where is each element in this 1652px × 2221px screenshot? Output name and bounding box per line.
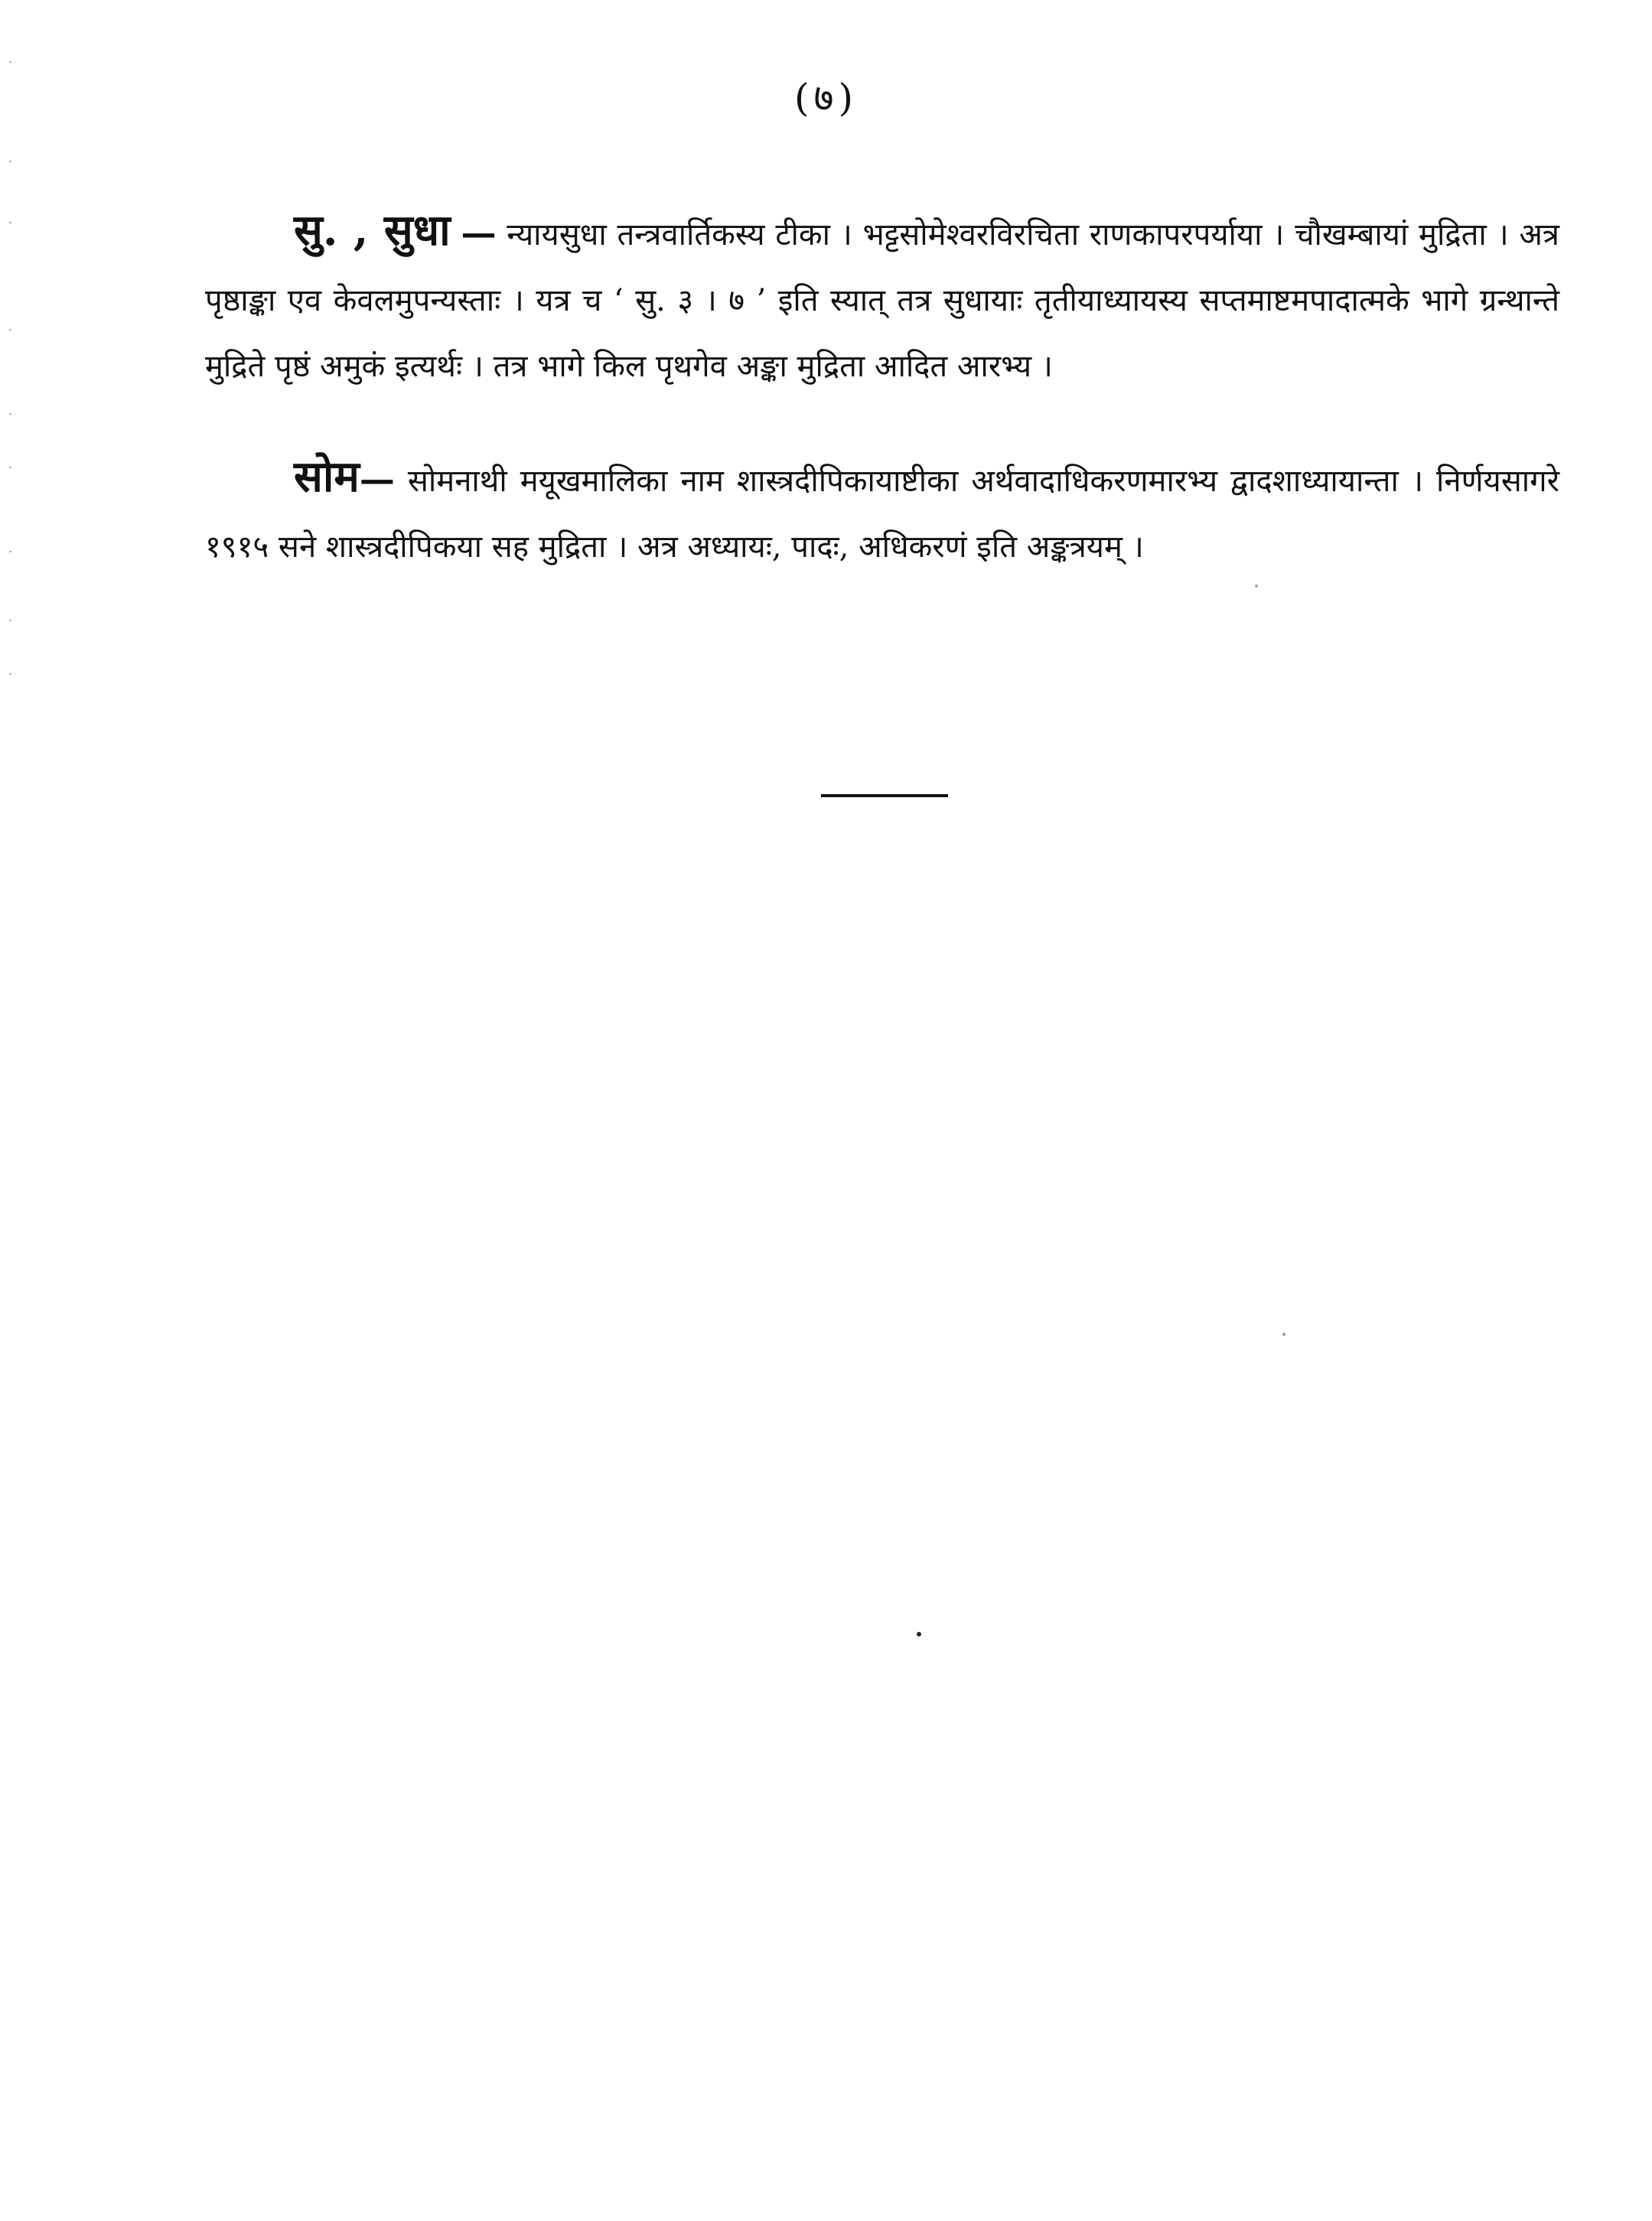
scan-edge-mark	[9, 551, 11, 552]
scan-edge-mark	[9, 329, 11, 331]
entry-term: सोम	[294, 451, 360, 502]
entry-term: सु. , सुधा	[294, 205, 451, 256]
scan-speck	[917, 1632, 921, 1636]
glossary-entry-sudha	[205, 197, 1559, 399]
scan-edge-mark	[9, 222, 11, 223]
entry-dash: —	[359, 458, 395, 500]
page-number: (७)	[793, 76, 858, 120]
scan-speck	[1255, 585, 1258, 588]
scan-speck	[1282, 1333, 1285, 1336]
entry-text: न्यायसुधा तन्त्रवार्तिकस्य टीका । भट्टसोमेश्वरविरचिता राणकापरपर्याया । चौखम्बायां मुद्रिता । अत्र पृष्ठाङ्का एव केवलमुपन्यस्ताः । यत्र च ‘ सु. ३ । ७ ’ इति स्यात् तत्र सुधायाः तृतीयाध्यायस्य सप्तमाष्टमपादात्मके भागे ग्रन्थान्ते मुद्रिते पृष्ठं अमुकं इत्यर्थः । तत्र भागे किल पृथगेव अङ्का मुद्रिता आदित आरभ्य ।	[205, 217, 1560, 384]
scan-edge-mark	[9, 161, 11, 162]
entry-text: सोमनाथी मयूखमालिका नाम शास्त्रदीपिकायाष्टीका अर्थवादाधिकरणमारभ्य द्वादशाध्यायान्ता । निर्णयसागरे १९१५ सने शास्त्रदीपिकया सह मुद्रिता । अत्र अध्यायः, पादः, अधिकरणं इति अङ्कत्रयम् ।	[205, 464, 1559, 565]
glossary-entry-soma	[205, 444, 1559, 580]
entry-dash: —	[461, 212, 497, 253]
scan-edge-mark	[9, 620, 11, 621]
section-divider	[821, 794, 948, 797]
scan-edge-mark	[9, 467, 11, 468]
scan-edge-mark	[9, 61, 11, 63]
scan-edge-mark	[9, 413, 11, 415]
scan-edge-mark	[9, 673, 11, 675]
